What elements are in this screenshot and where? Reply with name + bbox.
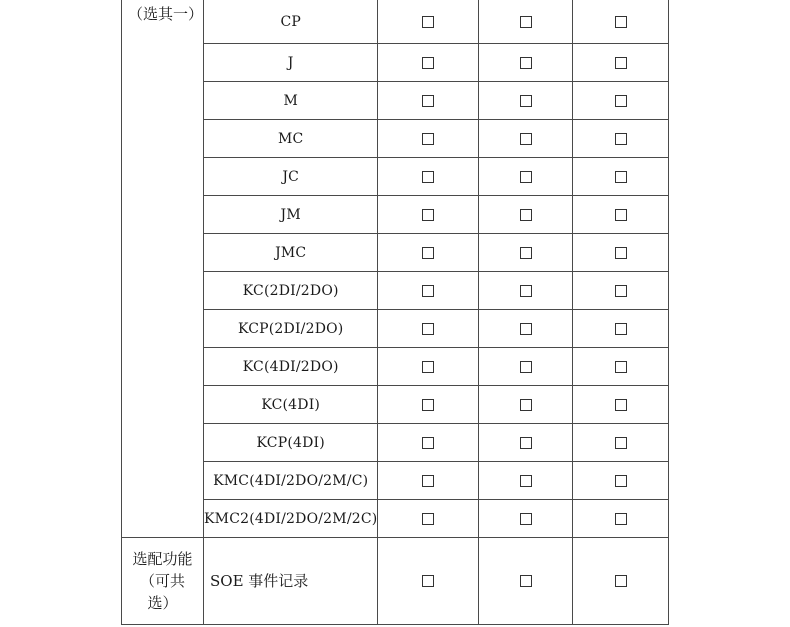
model-cell: KC(4DI) — [204, 386, 378, 424]
checkbox-cell — [378, 0, 479, 44]
checkbox[interactable] — [422, 247, 434, 259]
checkbox[interactable] — [615, 133, 627, 145]
table-row — [122, 500, 669, 538]
checkbox[interactable] — [615, 16, 627, 28]
checkbox[interactable] — [615, 285, 627, 297]
checkbox[interactable] — [615, 95, 627, 107]
checkbox-cell — [378, 462, 479, 500]
checkbox-cell — [378, 386, 479, 424]
checkbox[interactable] — [520, 171, 532, 183]
checkbox[interactable] — [422, 171, 434, 183]
table-row — [122, 348, 669, 386]
model-cell: JC — [204, 158, 378, 196]
checkbox[interactable] — [422, 57, 434, 69]
checkbox[interactable] — [520, 133, 532, 145]
checkbox[interactable] — [615, 361, 627, 373]
checkbox-cell — [573, 234, 669, 272]
checkbox[interactable] — [615, 209, 627, 221]
table-body — [122, 0, 669, 625]
table-row — [122, 462, 669, 500]
checkbox-cell — [479, 348, 573, 386]
checkbox-cell — [573, 538, 669, 625]
model-cell: MC — [204, 120, 378, 158]
checkbox[interactable] — [422, 513, 434, 525]
checkbox-cell — [573, 310, 669, 348]
checkbox[interactable] — [520, 247, 532, 259]
checkbox-cell — [479, 500, 573, 538]
table-row — [122, 310, 669, 348]
model-cell: KMC2(4DI/2DO/2M/2C) — [204, 500, 378, 538]
model-cell: M — [204, 82, 378, 120]
checkbox-cell — [378, 44, 479, 82]
table-row — [122, 44, 669, 82]
checkbox[interactable] — [615, 475, 627, 487]
table-row — [122, 158, 669, 196]
checkbox-cell — [573, 0, 669, 44]
checkbox-cell — [378, 120, 479, 158]
checkbox-cell — [573, 196, 669, 234]
checkbox-cell — [573, 424, 669, 462]
checkbox[interactable] — [422, 16, 434, 28]
table-row — [122, 272, 669, 310]
checkbox-cell — [479, 386, 573, 424]
checkbox-cell — [378, 158, 479, 196]
checkbox[interactable] — [520, 285, 532, 297]
table-row — [122, 120, 669, 158]
option-spec-table — [121, 0, 669, 625]
checkbox[interactable] — [520, 361, 532, 373]
checkbox-cell — [573, 348, 669, 386]
checkbox-cell — [378, 196, 479, 234]
option-group-label: （选其一） — [122, 0, 204, 538]
checkbox-cell — [573, 120, 669, 158]
checkbox-cell — [573, 158, 669, 196]
checkbox[interactable] — [615, 513, 627, 525]
checkbox-cell — [573, 462, 669, 500]
table-row — [122, 0, 669, 44]
checkbox[interactable] — [520, 399, 532, 411]
model-cell: CP — [204, 0, 378, 44]
checkbox-cell — [573, 386, 669, 424]
checkbox[interactable] — [520, 16, 532, 28]
checkbox-cell — [479, 462, 573, 500]
checkbox-cell — [573, 44, 669, 82]
checkbox[interactable] — [615, 171, 627, 183]
checkbox-cell — [479, 158, 573, 196]
checkbox-cell — [479, 234, 573, 272]
checkbox-cell — [573, 272, 669, 310]
model-cell: KCP(2DI/2DO) — [204, 310, 378, 348]
checkbox-cell — [378, 82, 479, 120]
checkbox-cell — [479, 424, 573, 462]
checkbox[interactable] — [422, 95, 434, 107]
table-row — [122, 538, 669, 625]
model-cell: KC(4DI/2DO) — [204, 348, 378, 386]
checkbox[interactable] — [422, 575, 434, 587]
checkbox[interactable] — [615, 575, 627, 587]
checkbox-cell — [378, 538, 479, 625]
model-cell: KCP(4DI) — [204, 424, 378, 462]
checkbox-cell — [378, 348, 479, 386]
checkbox[interactable] — [615, 323, 627, 335]
function-group-label: 选配功能 （可共 选） — [122, 538, 204, 625]
checkbox-cell — [378, 272, 479, 310]
model-cell: JM — [204, 196, 378, 234]
table-row — [122, 386, 669, 424]
checkbox-cell — [479, 196, 573, 234]
checkbox-cell — [378, 500, 479, 538]
checkbox-cell — [479, 310, 573, 348]
function-cell: SOE 事件记录 — [204, 538, 378, 625]
checkbox[interactable] — [615, 437, 627, 449]
checkbox[interactable] — [422, 475, 434, 487]
checkbox[interactable] — [422, 133, 434, 145]
model-cell: KC(2DI/2DO) — [204, 272, 378, 310]
model-cell: JMC — [204, 234, 378, 272]
checkbox-cell — [479, 538, 573, 625]
checkbox[interactable] — [422, 399, 434, 411]
checkbox-cell — [378, 234, 479, 272]
table-row — [122, 82, 669, 120]
checkbox-cell — [479, 0, 573, 44]
checkbox[interactable] — [520, 209, 532, 221]
checkbox[interactable] — [520, 323, 532, 335]
checkbox[interactable] — [422, 323, 434, 335]
table-row — [122, 196, 669, 234]
checkbox[interactable] — [615, 57, 627, 69]
checkbox[interactable] — [520, 575, 532, 587]
model-cell: J — [204, 44, 378, 82]
checkbox-cell — [479, 272, 573, 310]
checkbox[interactable] — [422, 437, 434, 449]
checkbox[interactable] — [520, 95, 532, 107]
table-row — [122, 234, 669, 272]
checkbox-cell — [378, 310, 479, 348]
checkbox[interactable] — [615, 399, 627, 411]
model-cell: KMC(4DI/2DO/2M/C) — [204, 462, 378, 500]
checkbox[interactable] — [520, 437, 532, 449]
checkbox[interactable] — [422, 361, 434, 373]
checkbox[interactable] — [520, 513, 532, 525]
checkbox-cell — [479, 120, 573, 158]
checkbox-cell — [573, 500, 669, 538]
checkbox[interactable] — [520, 57, 532, 69]
checkbox[interactable] — [615, 247, 627, 259]
checkbox[interactable] — [422, 285, 434, 297]
checkbox[interactable] — [520, 475, 532, 487]
checkbox-cell — [479, 82, 573, 120]
checkbox-cell — [573, 82, 669, 120]
checkbox[interactable] — [422, 209, 434, 221]
checkbox-cell — [378, 424, 479, 462]
checkbox-cell — [479, 44, 573, 82]
table-row — [122, 424, 669, 462]
